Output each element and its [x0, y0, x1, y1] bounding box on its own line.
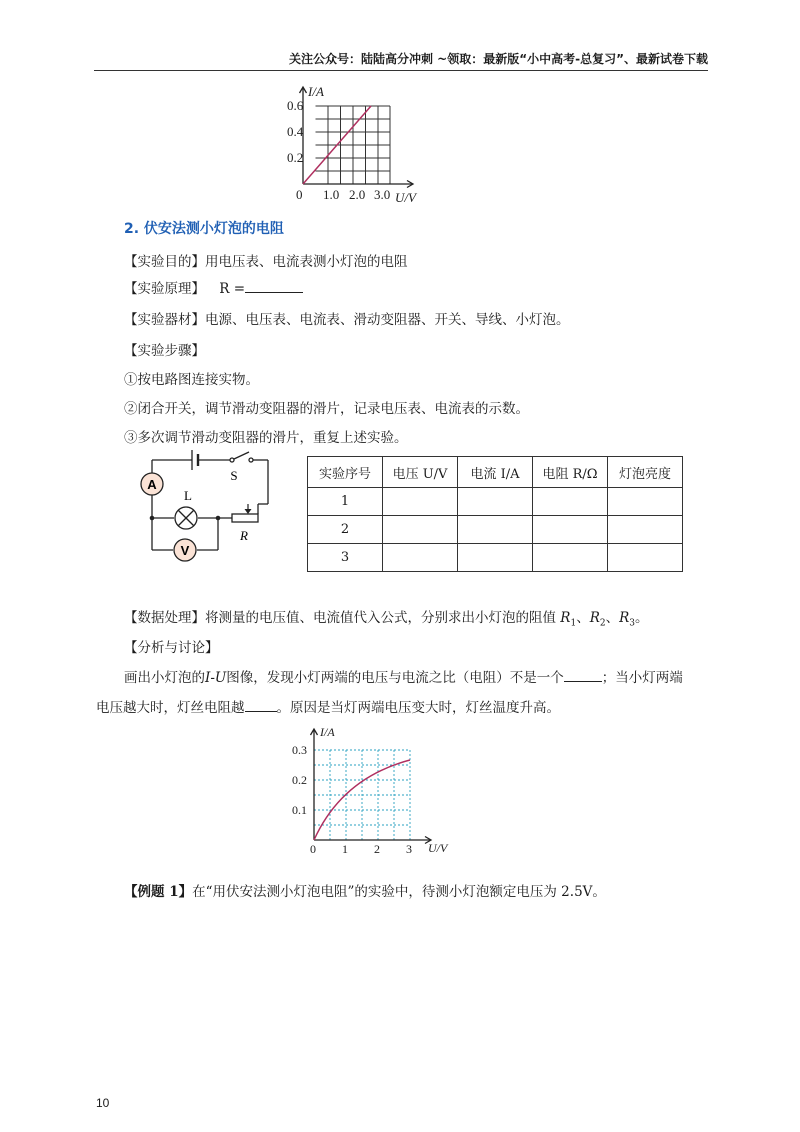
table-cell	[608, 488, 683, 516]
table-row	[308, 516, 683, 544]
table-header-row	[308, 457, 683, 488]
graph1-xtick: 3.0	[374, 187, 391, 202]
analysis-text: 。原因是当灯两端电压变大时，灯丝温度升高。	[276, 700, 560, 716]
r-sub: 3	[629, 618, 636, 629]
svg-text:V: V	[180, 543, 190, 558]
analysis-line-2	[96, 696, 560, 716]
r-sub: 1	[570, 618, 577, 629]
analysis-text: ；当小灯两端	[601, 670, 683, 686]
graph1-xtick: 2.0	[349, 187, 366, 202]
data-processing-text: 【数据处理】将测量的电压值、电流值代入公式，分别求出小灯泡的阻值	[124, 610, 556, 626]
circuit-diagram	[128, 448, 278, 570]
table-header: 电流 I/A	[458, 457, 533, 488]
principle-blank	[245, 292, 303, 293]
table-cell	[533, 488, 608, 516]
graph1-xlabel: U/V	[395, 190, 416, 205]
table-cell	[383, 516, 458, 544]
r-var: R	[589, 610, 600, 626]
step-3: ③多次调节滑动变阻器的滑片，重复上述实验。	[124, 430, 408, 446]
table-cell	[608, 544, 683, 572]
switch-label: S	[230, 468, 238, 483]
table-cell: 2	[308, 516, 383, 544]
answer-blank	[564, 681, 602, 682]
r-var: R	[619, 610, 630, 626]
analysis-text: 电压越大时，灯丝电阻越	[96, 700, 245, 716]
r-sub: 2	[599, 618, 606, 629]
separator: 、	[605, 610, 620, 626]
page-header: 关注公众号：陆陆高分冲刺 ~领取：最新版“小中高考-总复习”、最新试卷下载	[289, 52, 708, 66]
graph2-xtick: 3	[406, 842, 412, 856]
data-processing-line	[124, 606, 649, 629]
table-header: 灯泡亮度	[608, 457, 683, 488]
period: 。	[635, 610, 649, 626]
graph2-xlabel: U/V	[428, 841, 448, 855]
table-cell	[533, 544, 608, 572]
page-number: 10	[96, 1096, 110, 1110]
step-1: ①按电路图连接实物。	[124, 372, 259, 388]
answer-blank	[245, 711, 277, 712]
principle-line	[124, 277, 303, 297]
graph2-ytick: 0.2	[292, 773, 307, 787]
table-header: 电压 U/V	[383, 457, 458, 488]
table-cell	[458, 544, 533, 572]
rheostat-body	[232, 514, 258, 522]
table-cell	[458, 516, 533, 544]
linear-iu-graph	[286, 82, 426, 206]
table-cell	[458, 488, 533, 516]
steps-label: 【实验步骤】	[124, 343, 205, 359]
table-cell	[608, 516, 683, 544]
table-cell	[533, 516, 608, 544]
purpose-line: 【实验目的】用电压表、电流表测小灯泡的电阻	[124, 254, 408, 270]
table-cell: 1	[308, 488, 383, 516]
analysis-text: 画出小灯泡的	[124, 670, 205, 686]
graph1-origin: 0	[296, 187, 303, 202]
graph2-axes	[311, 729, 432, 844]
analysis-line-1	[124, 666, 683, 686]
example-label: 【例题 1】	[124, 884, 193, 900]
principle-formula: R =	[219, 281, 246, 297]
graph1-axes	[300, 87, 414, 188]
graph2-xtick: 1	[342, 842, 348, 856]
graph1-ytick: 0.4	[287, 124, 304, 139]
example-1	[124, 880, 606, 900]
svg-text:A: A	[147, 477, 157, 492]
example-text: 在“用伏安法测小灯泡电阻”的实验中，待测小灯泡额定电压为 2.5V。	[192, 884, 606, 900]
step-2: ②闭合开关，调节滑动变阻器的滑片，记录电压表、电流表的示数。	[124, 401, 529, 417]
r-var: R	[560, 610, 571, 626]
separator: 、	[576, 610, 590, 626]
graph2-grid	[314, 750, 410, 840]
graph1-xtick: 1.0	[323, 187, 340, 202]
analysis-text: 图像，发现小灯两端的电压与电流之比（电阻）不是一个	[226, 670, 564, 686]
graph1-ylabel: I/A	[308, 84, 324, 99]
experiment-table	[307, 456, 683, 572]
analysis-label: 【分析与讨论】	[124, 640, 219, 656]
curved-iu-graph	[290, 722, 460, 856]
graph2-origin: 0	[310, 842, 316, 856]
graph1-ytick: 0.6	[287, 98, 304, 113]
graph2-ylabel: I/A	[320, 725, 335, 739]
table-header: 电阻 R/Ω	[533, 457, 608, 488]
graph1-grid	[316, 106, 391, 184]
table-cell	[383, 488, 458, 516]
header-divider	[94, 70, 708, 71]
graph2-ytick: 0.1	[292, 803, 307, 817]
graph2-xtick: 2	[374, 842, 380, 856]
table-cell: 3	[308, 544, 383, 572]
table-row	[308, 488, 683, 516]
rheostat-label: R	[240, 528, 248, 543]
table-header: 实验序号	[308, 457, 383, 488]
section-title: 2. 伏安法测小灯泡的电阻	[124, 221, 284, 237]
iu-term: I-U	[205, 670, 227, 686]
table-row	[308, 544, 683, 572]
graph2-ytick: 0.3	[292, 743, 307, 757]
table-cell	[383, 544, 458, 572]
lamp-label: L	[184, 488, 192, 503]
graph1-ytick: 0.2	[287, 150, 304, 165]
materials-line: 【实验器材】电源、电压表、电流表、滑动变阻器、开关、导线、小灯泡。	[124, 312, 570, 328]
principle-label: 【实验原理】	[124, 281, 205, 297]
switch-lever	[234, 452, 249, 459]
